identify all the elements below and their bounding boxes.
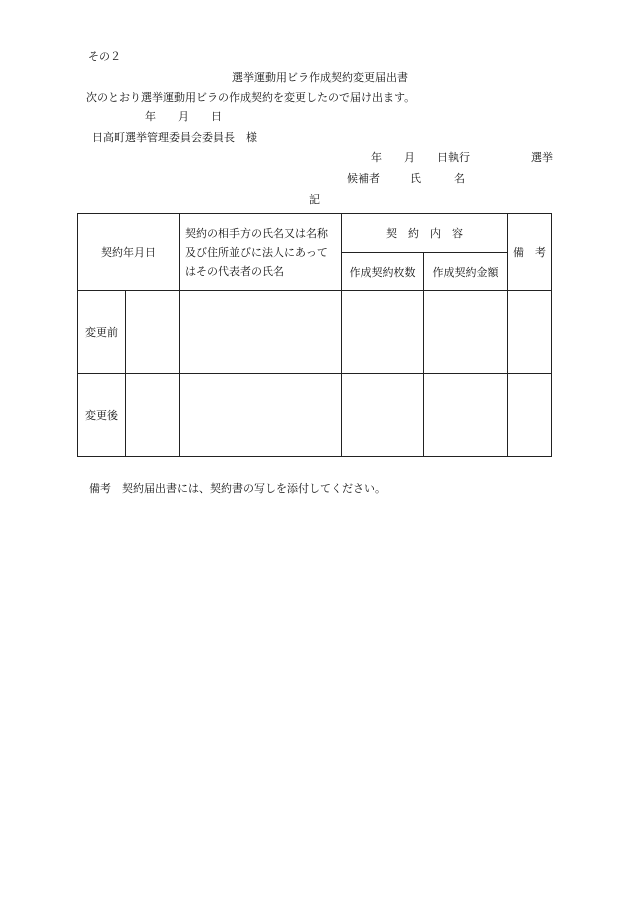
cell-before-sheets[interactable] (342, 291, 424, 374)
election-date-label: 年 月 日執行 (371, 151, 470, 164)
candidate-name-label: 氏 名 (410, 172, 465, 185)
addressee: 日高町選挙管理委員会委員長 様 (92, 131, 257, 144)
row-label-after: 変更後 (78, 374, 126, 457)
candidate-label: 候補者 (347, 172, 380, 185)
cell-after-remarks[interactable] (508, 374, 552, 457)
record-mark: 記 (309, 193, 320, 206)
cell-before-remarks[interactable] (508, 291, 552, 374)
cell-before-party[interactable] (180, 291, 342, 374)
cell-after-party[interactable] (180, 374, 342, 457)
cell-before-amount[interactable] (424, 291, 508, 374)
cell-after-date[interactable] (126, 374, 180, 457)
header-remarks: 備 考 (508, 214, 552, 291)
header-contract-contents: 契 約 内 容 (342, 214, 508, 253)
cell-before-date[interactable] (126, 291, 180, 374)
cell-after-sheets[interactable] (342, 374, 424, 457)
table-row-before (78, 291, 552, 374)
form-number: その２ (88, 50, 121, 63)
header-contract-party: 契約の相手方の氏名又は名称及び住所並びに法人にあってはその代表者の氏名 (180, 214, 342, 291)
header-contract-amount: 作成契約金額 (424, 253, 508, 291)
submission-date: 年 月 日 (145, 110, 222, 123)
table-row-after (78, 374, 552, 457)
header-sheet-count: 作成契約枚数 (342, 253, 424, 291)
cell-after-amount[interactable] (424, 374, 508, 457)
statement-text: 次のとおり選挙運動用ビラの作成契約を変更したので届け出ます。 (86, 91, 416, 104)
footnote: 備考 契約届出書には、契約書の写しを添付してください。 (89, 482, 386, 495)
header-contract-date: 契約年月日 (78, 214, 180, 291)
document-title: 選挙運動用ビラ作成契約変更届出書 (232, 71, 408, 84)
election-label: 選挙 (531, 151, 553, 164)
contract-change-table (77, 213, 552, 457)
row-label-before: 変更前 (78, 291, 126, 374)
